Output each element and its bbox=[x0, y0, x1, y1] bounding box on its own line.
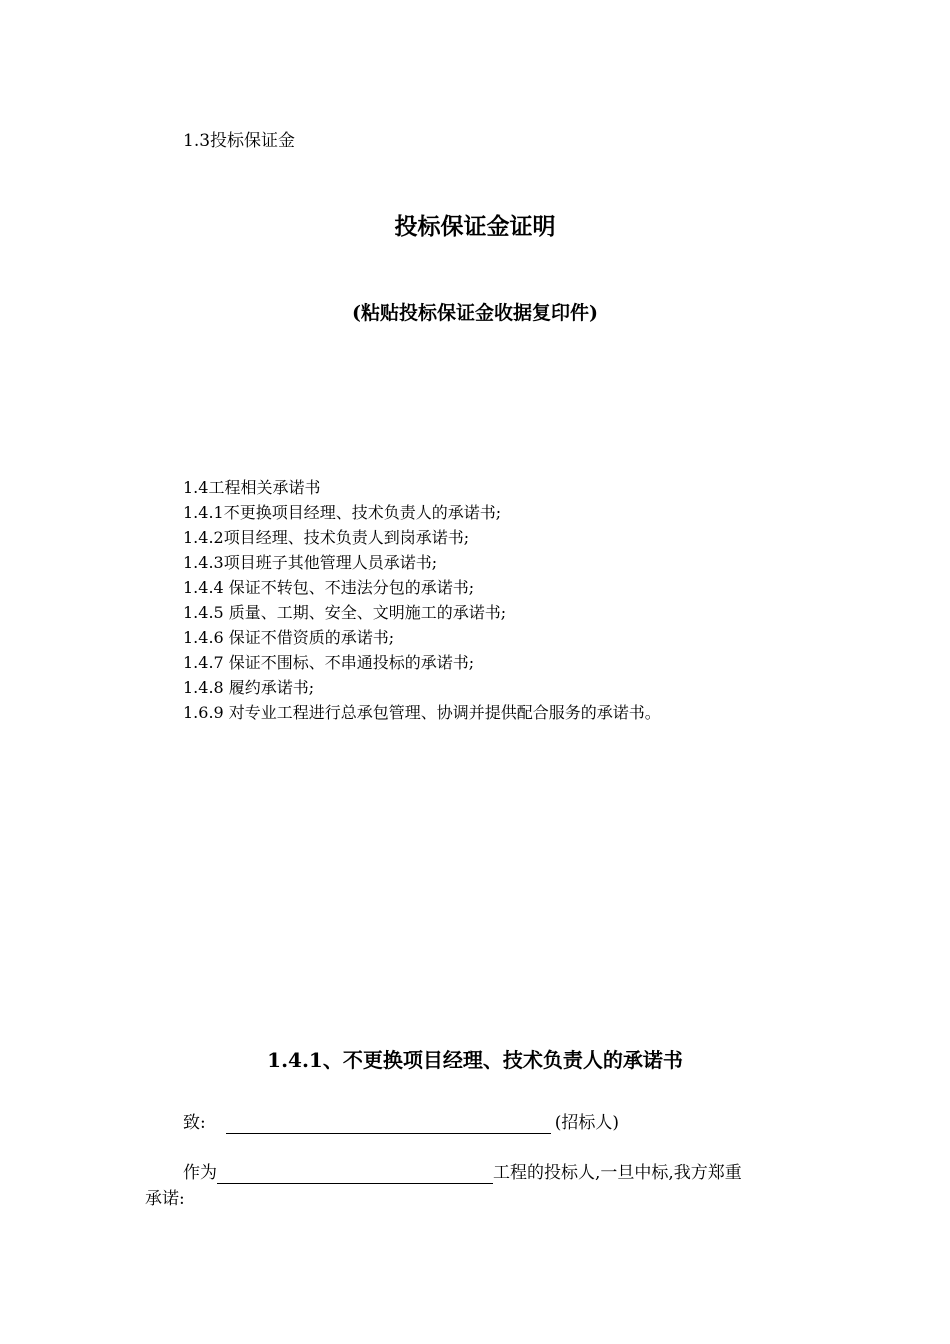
addressee-line bbox=[183, 1108, 619, 1134]
as-suffix: 工程的投标人,一旦中标,我方郑重 bbox=[493, 1163, 742, 1183]
list-item: 1.4.2项目经理、技术负责人到岗承诺书; bbox=[183, 528, 470, 547]
section-heading-1-3: 1.3投标保证金 bbox=[183, 131, 296, 151]
list-item: 1.4.1不更换项目经理、技术负责人的承诺书; bbox=[183, 503, 502, 522]
list-item: 1.4.7 保证不围标、不串通投标的承诺书; bbox=[183, 653, 475, 672]
section-heading-1-4-1: 1.4.1、不更换项目经理、技术负责人的承诺书 bbox=[267, 1048, 683, 1072]
to-suffix: (招标人) bbox=[554, 1113, 619, 1133]
to-label: 致: bbox=[183, 1113, 206, 1133]
bidder-line bbox=[183, 1158, 742, 1184]
as-label: 作为 bbox=[183, 1163, 217, 1183]
list-item: 1.4.6 保证不借资质的承诺书; bbox=[183, 628, 395, 647]
commitment-list bbox=[183, 475, 661, 725]
page-subtitle: (粘贴投标保证金收据复印件) bbox=[352, 302, 598, 324]
list-item: 1.4.5 质量、工期、安全、文明施工的承诺书; bbox=[183, 603, 507, 622]
list-item: 1.6.9 对专业工程进行总承包管理、协调并提供配合服务的承诺书。 bbox=[183, 703, 661, 722]
addressee-blank bbox=[226, 1113, 551, 1134]
page-title: 投标保证金证明 bbox=[394, 213, 556, 240]
promise-continuation: 承诺: bbox=[145, 1189, 185, 1209]
list-item: 1.4.3项目班子其他管理人员承诺书; bbox=[183, 553, 438, 572]
list-item: 1.4.8 履约承诺书; bbox=[183, 678, 315, 697]
project-name-blank bbox=[217, 1163, 493, 1184]
list-item: 1.4工程相关承诺书 bbox=[183, 478, 321, 497]
list-item: 1.4.4 保证不转包、不违法分包的承诺书; bbox=[183, 578, 475, 597]
